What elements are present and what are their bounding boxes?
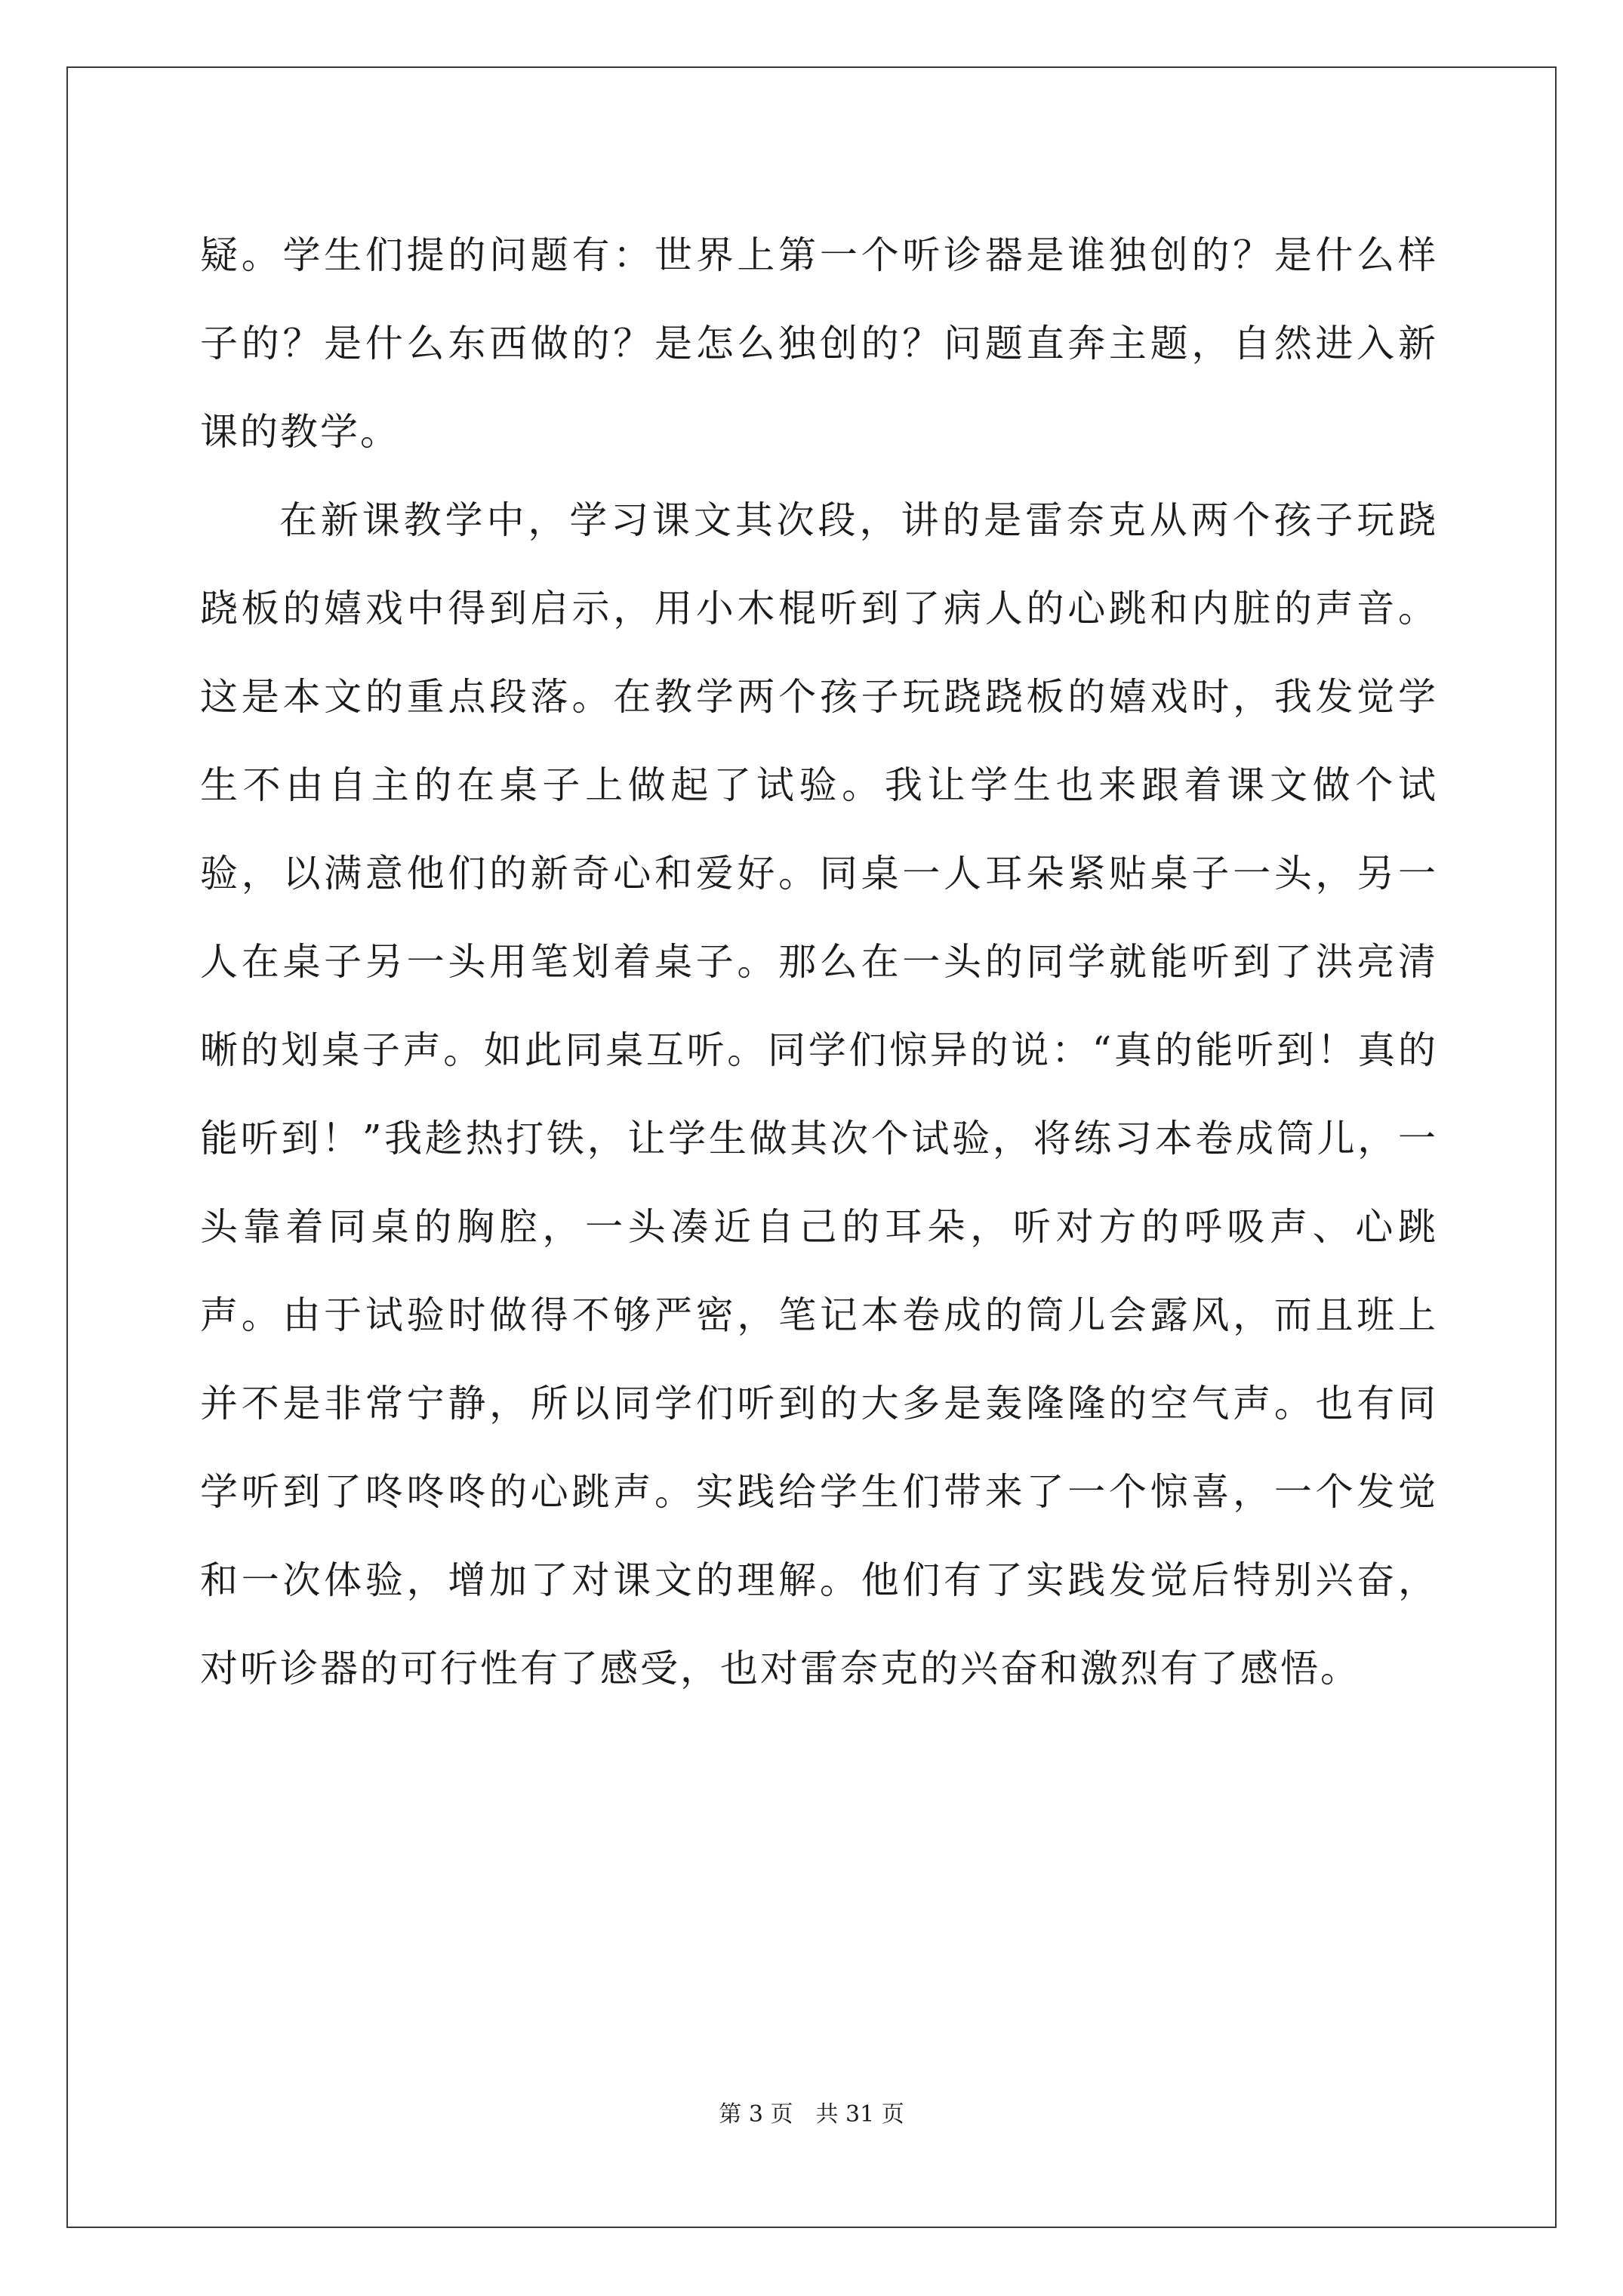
page-total: 共 31 页 [815, 2101, 904, 2128]
document-body [200, 211, 1438, 1713]
paragraph-continuation: 疑。学生们提的问题有：世界上第一个听诊器是谁独创的？是什么样子的？是什么东西做的？是怎么独创的？问题直奔主题，自然进入新课的教学。 [200, 233, 1438, 454]
page-footer [0, 2095, 1623, 2128]
page-number: 第 3 页 [719, 2101, 793, 2128]
paragraph-experiment: 在新课教学中，学习课文其次段，讲的是雷奈克从两个孩子玩跷跷板的嬉戏中得到启示，用小木棍听到了病人的心跳和内脏的声音。这是本文的重点段落。在教学两个孩子玩跷跷板的嬉戏时，我发觉学生不由自主的在桌子上做起了试验。我让学生也来跟着课文做个试验，以满意他们的新奇心和爱好。同桌一人耳朵紧贴桌子一头，另一人在桌子另一头用笔划着桌子。那么在一头的同学就能听到了洪亮清晰的划桌子声。如此同桌互听。同学们惊异的说：“真的能听到！真的能听到！”我趁热打铁，让学生做其次个试验，将练习本卷成筒儿，一头靠着同桌的胸腔，一头凑近自己的耳朵，听对方的呼吸声、心跳声。由于试验时做得不够严密，笔记本卷成的筒儿会露风，而且班上并不是非常宁静，所以同学们听到的大多是轰隆隆的空气声。也有同学听到了咚咚咚的心跳声。实践给学生们带来了一个惊喜，一个发觉和一次体验，增加了对课文的理解。他们有了实践发觉后特别兴奋，对听诊器的可行性有了感受，也对雷奈克的兴奋和激烈有了感悟。 [200, 498, 1438, 1690]
